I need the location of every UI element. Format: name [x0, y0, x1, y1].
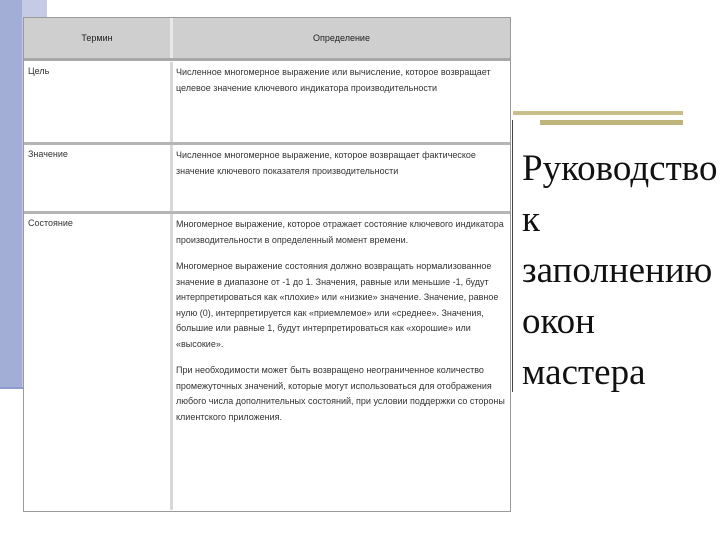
definition-paragraph: При необходимости может быть возвращено неограниченное количество промежуточных значений, которые могут использоваться для отображения любого числа дополнительных состояний, при условии поддержки со стороны клиентского приложения.: [176, 365, 505, 422]
definition-paragraph: Численное многомерное выражение, которое возвращает фактическое значение ключевого показателя производительности: [176, 150, 476, 176]
header-definition: Определение: [313, 33, 370, 43]
left-decor-bar: [0, 0, 22, 387]
definition-paragraph: Численное многомерное выражение или вычисление, которое возвращает целевое значение ключевого индикатора производительности: [176, 67, 491, 93]
header-term: Термин: [24, 18, 173, 58]
row-term: Состояние: [28, 218, 73, 228]
column-divider: [170, 214, 173, 510]
column-divider: [170, 145, 173, 211]
definitions-table: [23, 17, 511, 512]
decor-vertical-line: [512, 120, 513, 392]
decor-stripe: [540, 120, 683, 125]
row-definition: [176, 217, 506, 436]
row-definition: [176, 65, 506, 107]
row-term: Цель: [28, 66, 50, 76]
table-row: [24, 214, 510, 510]
slide-title: Руководство к заполнению окон мастера: [522, 148, 718, 393]
row-definition: [176, 148, 506, 190]
decor-stripe: [513, 111, 683, 115]
definition-paragraph: Многомерное выражение состояния должно возвращать нормализованное значение в диапазоне от -1 до 1. Значения, равные или меньшие -1, будут интерпретироваться как «плохие» или «низкие» значение. Значение, равное нулю (0), интерпретируется как «приемлемое» или «среднее». Значения, большие или равные 1, будут интерпретироваться как «хорошие» или «высокие».: [176, 261, 499, 349]
table-row: [24, 145, 510, 214]
table-row: [24, 62, 510, 145]
table-header: [24, 18, 510, 61]
definition-paragraph: Многомерное выражение, которое отражает состояние ключевого индикатора производительности в определенный момент времени.: [176, 219, 504, 245]
column-divider: [170, 62, 173, 142]
row-term: Значение: [28, 149, 68, 159]
